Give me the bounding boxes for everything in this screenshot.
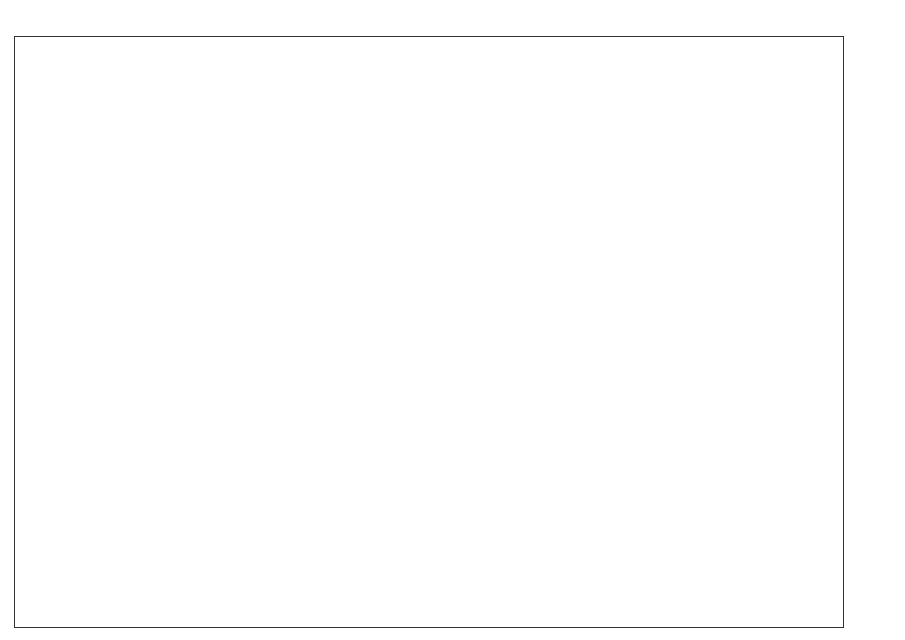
document-sheet: [14, 36, 844, 628]
